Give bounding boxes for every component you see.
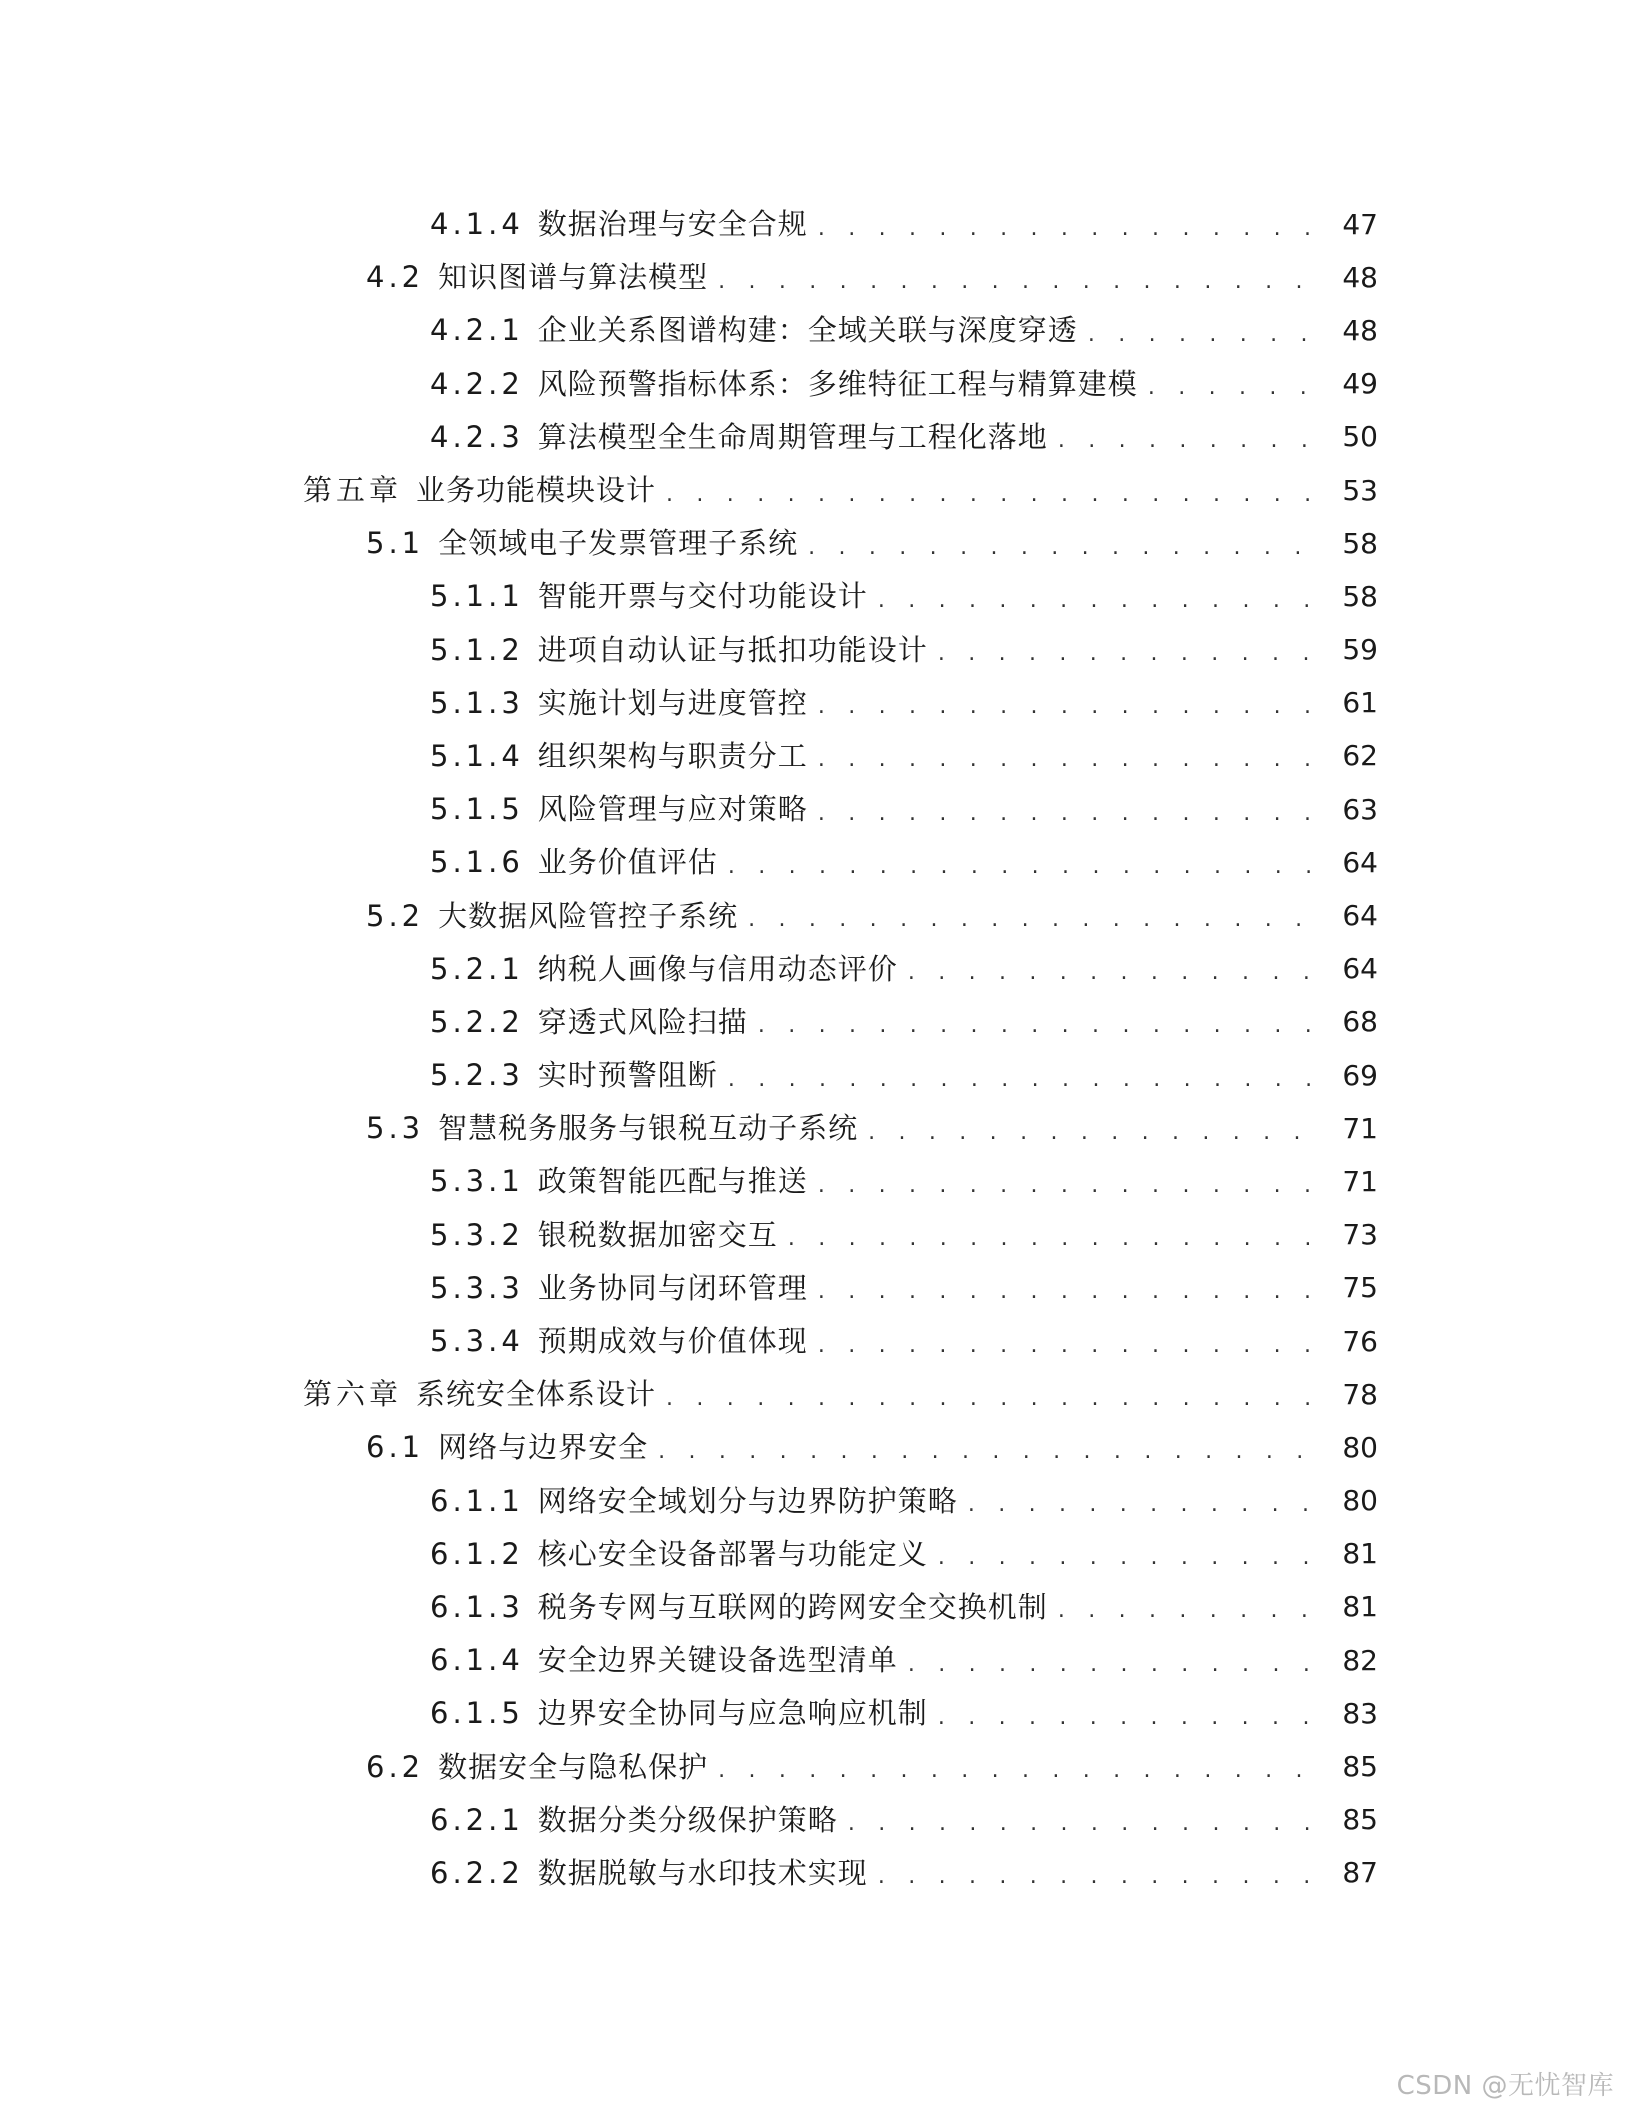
- dot-leader: [666, 1388, 1324, 1410]
- toc-number: 4.2.1: [430, 313, 524, 348]
- toc-title: 算法模型全生命周期管理与工程化落地: [537, 419, 1048, 454]
- toc-page-number: 50: [1342, 420, 1378, 454]
- toc-page-number: 71: [1342, 1111, 1378, 1145]
- toc-number: 5.3: [366, 1111, 425, 1146]
- toc-number: 4.2: [366, 260, 425, 295]
- toc-number: 5.1.2: [430, 632, 524, 667]
- toc-number: 5.1.3: [430, 685, 524, 720]
- toc-title: 风险预警指标体系：多维特征工程与精算建模: [537, 366, 1138, 401]
- dot-leader: [728, 856, 1324, 878]
- toc-title: 政策智能匹配与推送: [537, 1164, 808, 1199]
- toc-entry[interactable]: [0, 836, 1632, 889]
- dot-leader: [1148, 377, 1324, 399]
- dot-leader: [666, 484, 1324, 506]
- toc-number: 4.1.4: [430, 207, 524, 242]
- toc-page-number: 82: [1342, 1643, 1378, 1677]
- toc-entry[interactable]: [0, 677, 1632, 730]
- toc-page-number: 81: [1342, 1590, 1378, 1624]
- toc-title: 数据治理与安全合规: [537, 207, 808, 242]
- toc-number: 5.3.4: [430, 1324, 524, 1359]
- toc-title: 风险管理与应对策略: [537, 792, 808, 827]
- toc-page-number: 49: [1342, 367, 1378, 401]
- toc-entry[interactable]: [0, 1475, 1632, 1528]
- dot-leader: [818, 1175, 1324, 1197]
- toc-page-number: 58: [1342, 526, 1378, 560]
- dot-leader: [878, 590, 1324, 612]
- toc-title: 穿透式风险扫描: [537, 1004, 748, 1039]
- toc-number: 5.1.5: [430, 792, 524, 827]
- toc-entry[interactable]: [0, 1209, 1632, 1262]
- toc-page-number: 76: [1342, 1324, 1378, 1358]
- dot-leader: [818, 803, 1324, 825]
- toc-page-number: 80: [1342, 1430, 1378, 1464]
- toc-number: 6.1.3: [430, 1589, 524, 1624]
- toc-page-number: 83: [1342, 1696, 1378, 1730]
- toc-page-number: 64: [1342, 952, 1378, 986]
- toc-number: 5.2.1: [430, 951, 524, 986]
- toc-entry[interactable]: [0, 1315, 1632, 1368]
- toc-number: 5.1.6: [430, 845, 524, 880]
- toc-entry[interactable]: [0, 1581, 1632, 1634]
- toc-entry[interactable]: [0, 304, 1632, 357]
- dot-leader: [658, 1441, 1324, 1463]
- toc-entry[interactable]: [0, 1740, 1632, 1793]
- dot-leader: [878, 1866, 1324, 1888]
- toc-title: 智能开票与交付功能设计: [537, 579, 868, 614]
- toc-title: 组织架构与职责分工: [537, 738, 808, 773]
- toc-title: 企业关系图谱构建：全域关联与深度穿透: [537, 313, 1078, 348]
- dot-leader: [728, 1069, 1324, 1091]
- dot-leader: [1058, 1600, 1324, 1622]
- toc-title: 网络安全域划分与边界防护策略: [537, 1483, 958, 1518]
- toc-number: 第六章: [303, 1377, 403, 1412]
- toc-entry[interactable]: [0, 1687, 1632, 1740]
- toc-entry[interactable]: [0, 570, 1632, 623]
- toc-number: 5.2: [366, 898, 425, 933]
- toc-entry[interactable]: [0, 996, 1632, 1049]
- dot-leader: [758, 1015, 1324, 1037]
- toc-page-number: 85: [1342, 1803, 1378, 1837]
- toc-entry[interactable]: [0, 1155, 1632, 1208]
- toc-entry[interactable]: [0, 464, 1632, 517]
- toc-title: 安全边界关键设备选型清单: [537, 1643, 898, 1678]
- toc-title: 核心安全设备部署与功能定义: [537, 1536, 928, 1571]
- dot-leader: [938, 1707, 1324, 1729]
- toc-title: 知识图谱与算法模型: [438, 260, 709, 295]
- toc-entry[interactable]: [0, 730, 1632, 783]
- toc-title: 边界安全协同与应急响应机制: [537, 1696, 928, 1731]
- toc-entry[interactable]: [0, 1049, 1632, 1102]
- toc-entry[interactable]: [0, 624, 1632, 677]
- toc-number: 6.1.1: [430, 1483, 524, 1518]
- toc-title: 系统安全体系设计: [416, 1377, 657, 1412]
- dot-leader: [818, 1281, 1324, 1303]
- toc-entry[interactable]: [0, 251, 1632, 304]
- toc-number: 5.1: [366, 526, 425, 561]
- toc-number: 5.2.3: [430, 1058, 524, 1093]
- toc-title: 大数据风险管控子系统: [438, 898, 739, 933]
- toc-number: 6.1: [366, 1430, 425, 1465]
- toc-entry[interactable]: [0, 783, 1632, 836]
- toc-page-number: 47: [1342, 207, 1378, 241]
- toc-page-number: 61: [1342, 686, 1378, 720]
- toc-title: 业务功能模块设计: [416, 473, 657, 508]
- toc-entry[interactable]: [0, 1262, 1632, 1315]
- toc-entry[interactable]: [0, 517, 1632, 570]
- dot-leader: [748, 909, 1324, 931]
- toc-title: 实时预警阻断: [537, 1058, 718, 1093]
- toc-page-number: 64: [1342, 899, 1378, 933]
- toc-number: 5.3.3: [430, 1270, 524, 1305]
- toc-page-number: 62: [1342, 739, 1378, 773]
- toc-number: 5.1.4: [430, 738, 524, 773]
- dot-leader: [718, 1760, 1324, 1782]
- toc-page-number: 48: [1342, 313, 1378, 347]
- toc-entry[interactable]: [0, 1102, 1632, 1155]
- toc-entry[interactable]: [0, 943, 1632, 996]
- dot-leader: [788, 1228, 1324, 1250]
- toc-page-number: 71: [1342, 1164, 1378, 1198]
- toc-page-number: 59: [1342, 633, 1378, 667]
- toc-page-number: 48: [1342, 260, 1378, 294]
- toc-title: 纳税人画像与信用动态评价: [537, 951, 898, 986]
- dot-leader: [1058, 430, 1324, 452]
- dot-leader: [818, 1335, 1324, 1357]
- toc-number: 6.1.5: [430, 1696, 524, 1731]
- toc-entry[interactable]: [0, 411, 1632, 464]
- watermark: CSDN @无忧智库: [1396, 2071, 1614, 2101]
- toc-number: 5.2.2: [430, 1004, 524, 1039]
- toc-number: 6.2: [366, 1749, 425, 1784]
- dot-leader: [1088, 324, 1324, 346]
- dot-leader: [818, 696, 1324, 718]
- dot-leader: [818, 749, 1324, 771]
- toc-title: 业务价值评估: [537, 845, 718, 880]
- toc-title: 数据安全与隐私保护: [438, 1749, 709, 1784]
- toc-number: 6.2.2: [430, 1855, 524, 1890]
- toc-entry[interactable]: [0, 1421, 1632, 1474]
- toc-entry[interactable]: [0, 1634, 1632, 1687]
- dot-leader: [808, 537, 1324, 559]
- dot-leader: [908, 1654, 1324, 1676]
- toc-number: 6.2.1: [430, 1802, 524, 1837]
- toc-number: 第五章: [303, 473, 403, 508]
- dot-leader: [868, 1122, 1324, 1144]
- dot-leader: [718, 271, 1324, 293]
- dot-leader: [908, 962, 1324, 984]
- toc-entry[interactable]: [0, 889, 1632, 942]
- dot-leader: [938, 1547, 1324, 1569]
- toc-entry[interactable]: [0, 1368, 1632, 1421]
- toc-title: 业务协同与闭环管理: [537, 1270, 808, 1305]
- toc-page-number: 69: [1342, 1058, 1378, 1092]
- toc-title: 数据脱敏与水印技术实现: [537, 1855, 868, 1890]
- dot-leader: [968, 1494, 1324, 1516]
- table-of-contents: [0, 198, 1632, 1900]
- toc-number: 4.2.3: [430, 419, 524, 454]
- toc-title: 银税数据加密交互: [537, 1217, 778, 1252]
- toc-number: 5.1.1: [430, 579, 524, 614]
- toc-page-number: 80: [1342, 1484, 1378, 1518]
- dot-leader: [848, 1813, 1324, 1835]
- toc-page-number: 85: [1342, 1750, 1378, 1784]
- dot-leader: [938, 643, 1324, 665]
- toc-page-number: 58: [1342, 579, 1378, 613]
- toc-page-number: 87: [1342, 1856, 1378, 1890]
- toc-entry[interactable]: [0, 1528, 1632, 1581]
- toc-page-number: 73: [1342, 1218, 1378, 1252]
- toc-title: 智慧税务服务与银税互动子系统: [438, 1111, 859, 1146]
- toc-title: 数据分类分级保护策略: [537, 1802, 838, 1837]
- toc-title: 网络与边界安全: [438, 1430, 649, 1465]
- toc-title: 实施计划与进度管控: [537, 685, 808, 720]
- toc-entry[interactable]: [0, 198, 1632, 251]
- toc-page-number: 81: [1342, 1537, 1378, 1571]
- toc-page-number: 63: [1342, 792, 1378, 826]
- toc-entry[interactable]: [0, 358, 1632, 411]
- toc-page-number: 75: [1342, 1271, 1378, 1305]
- toc-title: 全领域电子发票管理子系统: [438, 526, 799, 561]
- toc-page-number: 68: [1342, 1005, 1378, 1039]
- toc-number: 5.3.2: [430, 1217, 524, 1252]
- dot-leader: [818, 218, 1324, 240]
- toc-page-number: 53: [1342, 473, 1378, 507]
- toc-number: 6.1.2: [430, 1536, 524, 1571]
- toc-title: 预期成效与价值体现: [537, 1324, 808, 1359]
- toc-page-number: 64: [1342, 845, 1378, 879]
- toc-number: 5.3.1: [430, 1164, 524, 1199]
- toc-entry[interactable]: [0, 1794, 1632, 1847]
- toc-title: 进项自动认证与抵扣功能设计: [537, 632, 928, 667]
- toc-entry[interactable]: [0, 1847, 1632, 1900]
- toc-page-number: 78: [1342, 1377, 1378, 1411]
- toc-number: 4.2.2: [430, 366, 524, 401]
- toc-title: 税务专网与互联网的跨网安全交换机制: [537, 1589, 1048, 1624]
- toc-number: 6.1.4: [430, 1643, 524, 1678]
